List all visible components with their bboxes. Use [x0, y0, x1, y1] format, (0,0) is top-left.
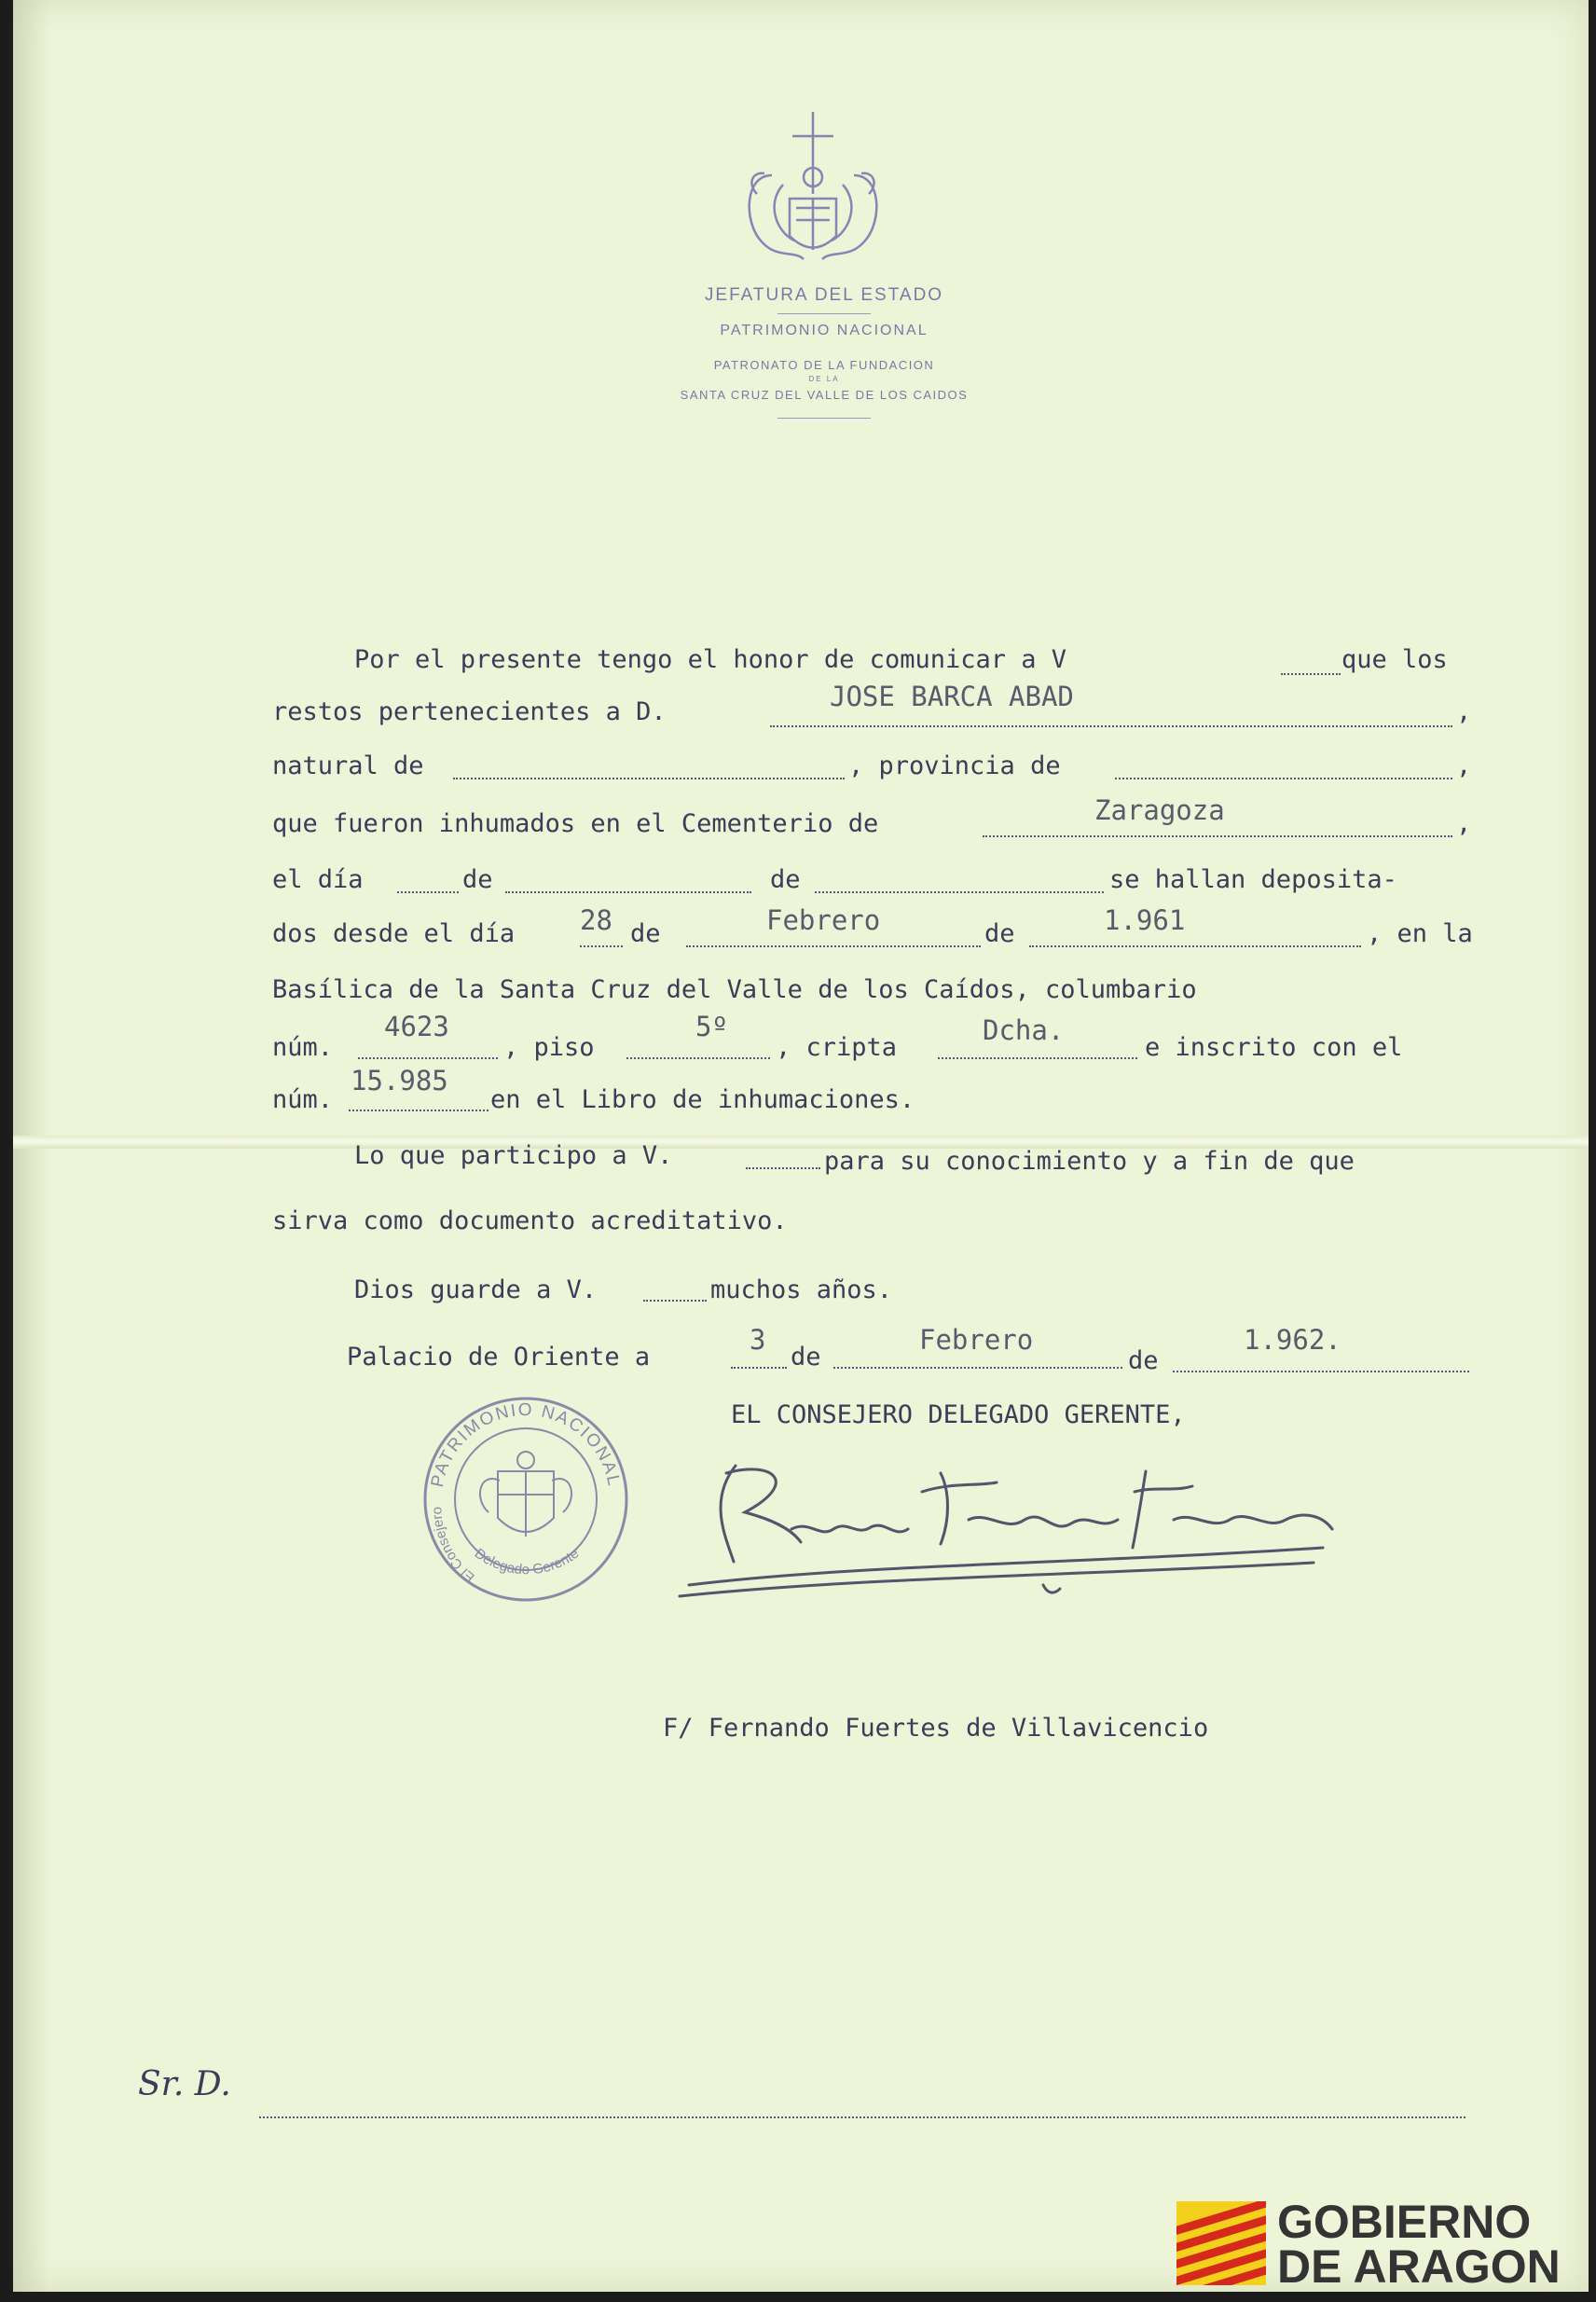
blank-line [349, 1110, 488, 1111]
text-line-8b: , piso [503, 1033, 595, 1062]
text-line-7: Basílica de la Santa Cruz del Valle de los Caídos, columbario [272, 975, 1197, 1004]
letterhead-rule [777, 313, 871, 314]
stamp-top-text: PATRIMONIO NACIONAL [427, 1399, 625, 1489]
text-line-6b: de [630, 919, 661, 948]
text-line-5a: el día [272, 865, 364, 894]
blank-line [746, 1167, 820, 1169]
handwritten-signature [670, 1454, 1341, 1613]
blank-line [686, 945, 981, 947]
text-line-13a: Palacio de Oriente a [347, 1343, 651, 1372]
signatory-title: EL CONSEJERO DELEGADO GERENTE, [731, 1400, 1186, 1429]
letterhead-rule [777, 418, 871, 419]
text-line-9a: núm. [272, 1085, 334, 1114]
blank-line [1173, 1371, 1469, 1372]
deceased-name: JOSE BARCA ABAD [830, 681, 1074, 712]
text-line-8d: e inscrito con el [1145, 1033, 1403, 1062]
blank-line [397, 891, 459, 893]
text-line-9b: en el Libro de inhumaciones. [490, 1085, 915, 1114]
text-line-11: sirva como documento acreditativo. [272, 1206, 788, 1235]
logo-line-1: GOBIERNO [1277, 2196, 1532, 2248]
blank-line [626, 1057, 770, 1059]
text-line-13b: de [791, 1343, 821, 1372]
text-line-4c: , [1456, 809, 1472, 838]
addressee-blank-line [259, 2116, 1465, 2118]
deposit-day: 28 [580, 904, 612, 936]
text-line-6a: dos desde el día [272, 919, 516, 948]
issue-year: 1.962. [1244, 1324, 1341, 1356]
text-line-3c: , [1456, 751, 1472, 780]
letterhead-line-3: PATRONATO DE LA FUNDACION [713, 358, 935, 372]
patrimonio-nacional-stamp [414, 1387, 638, 1611]
text-line-8c: , cripta [776, 1033, 898, 1062]
blank-line [1029, 945, 1361, 947]
issue-day: 3 [750, 1324, 766, 1356]
blank-line [833, 1367, 1122, 1369]
text-line-2c: , [1456, 697, 1472, 726]
signer-name: F/ Fernando Fuertes de Villavicencio [663, 1714, 1209, 1743]
text-line-6d: , en la [1367, 919, 1473, 948]
text-line-10b: para su conocimiento y a fin de que [824, 1147, 1355, 1176]
letterhead-line-1: JEFATURA DEL ESTADO [704, 285, 944, 305]
aragon-flag-icon [1176, 2201, 1266, 2285]
blank-line [938, 1057, 1137, 1059]
blank-line [770, 725, 1452, 727]
text-line-1b: que los [1341, 645, 1448, 674]
blank-line [505, 891, 751, 893]
piso-number: 5º [695, 1011, 728, 1042]
letterhead-line-2: PATRIMONIO NACIONAL [720, 323, 929, 338]
deposit-month: Febrero [766, 904, 881, 936]
cross-emblem-icon [738, 110, 887, 269]
letterhead-line-5: SANTA CRUZ DEL VALLE DE LOS CAIDOS [680, 388, 969, 402]
text-line-5d: se hallan deposita- [1109, 865, 1397, 894]
text-line-12a: Dios guarde a V. [354, 1275, 598, 1304]
text-line-1a: Por el presente tengo el honor de comunicar a V [354, 645, 1067, 674]
addressee-label: Sr. D. [138, 2065, 231, 2103]
svg-text:Delegado Gerente [472, 1546, 582, 1578]
blank-line [983, 835, 1452, 837]
text-line-3b: , provincia de [848, 751, 1061, 780]
deposit-year: 1.961 [1104, 904, 1186, 936]
blank-line [643, 1300, 707, 1302]
text-line-13c: de [1128, 1346, 1159, 1375]
cemetery-name: Zaragoza [1094, 794, 1225, 826]
cripta-side: Dcha. [983, 1014, 1065, 1046]
text-line-5b: de [462, 865, 493, 894]
stamp-left-text: El Consejero [429, 1506, 478, 1586]
text-line-2a: restos pertenecientes a D. [272, 697, 667, 726]
text-line-6c: de [984, 919, 1015, 948]
letterhead-line-4: DE LA [808, 375, 840, 383]
text-line-4a: que fueron inhumados en el Cementerio de [272, 809, 879, 838]
blank-line [731, 1367, 787, 1369]
text-line-10a: Lo que participo a V. [354, 1141, 673, 1170]
register-number: 15.985 [351, 1065, 448, 1096]
text-line-12b: muchos años. [710, 1275, 893, 1304]
blank-line [815, 891, 1104, 893]
text-line-8a: núm. [272, 1033, 334, 1062]
blank-line [1115, 778, 1452, 779]
blank-line [580, 945, 623, 947]
columbario-number: 4623 [384, 1011, 449, 1042]
blank-line [453, 778, 845, 779]
blank-line [358, 1057, 498, 1059]
gobierno-aragon-logo [1176, 2198, 1587, 2291]
text-line-3a: natural de [272, 751, 424, 780]
blank-line [1281, 673, 1341, 675]
issue-month: Febrero [919, 1324, 1034, 1356]
document-sheet [13, 0, 1589, 2292]
logo-line-2: DE ARAGON [1277, 2240, 1561, 2293]
stamp-bottom-text: Delegado Gerente [471, 1545, 583, 1578]
text-line-5c: de [770, 865, 801, 894]
